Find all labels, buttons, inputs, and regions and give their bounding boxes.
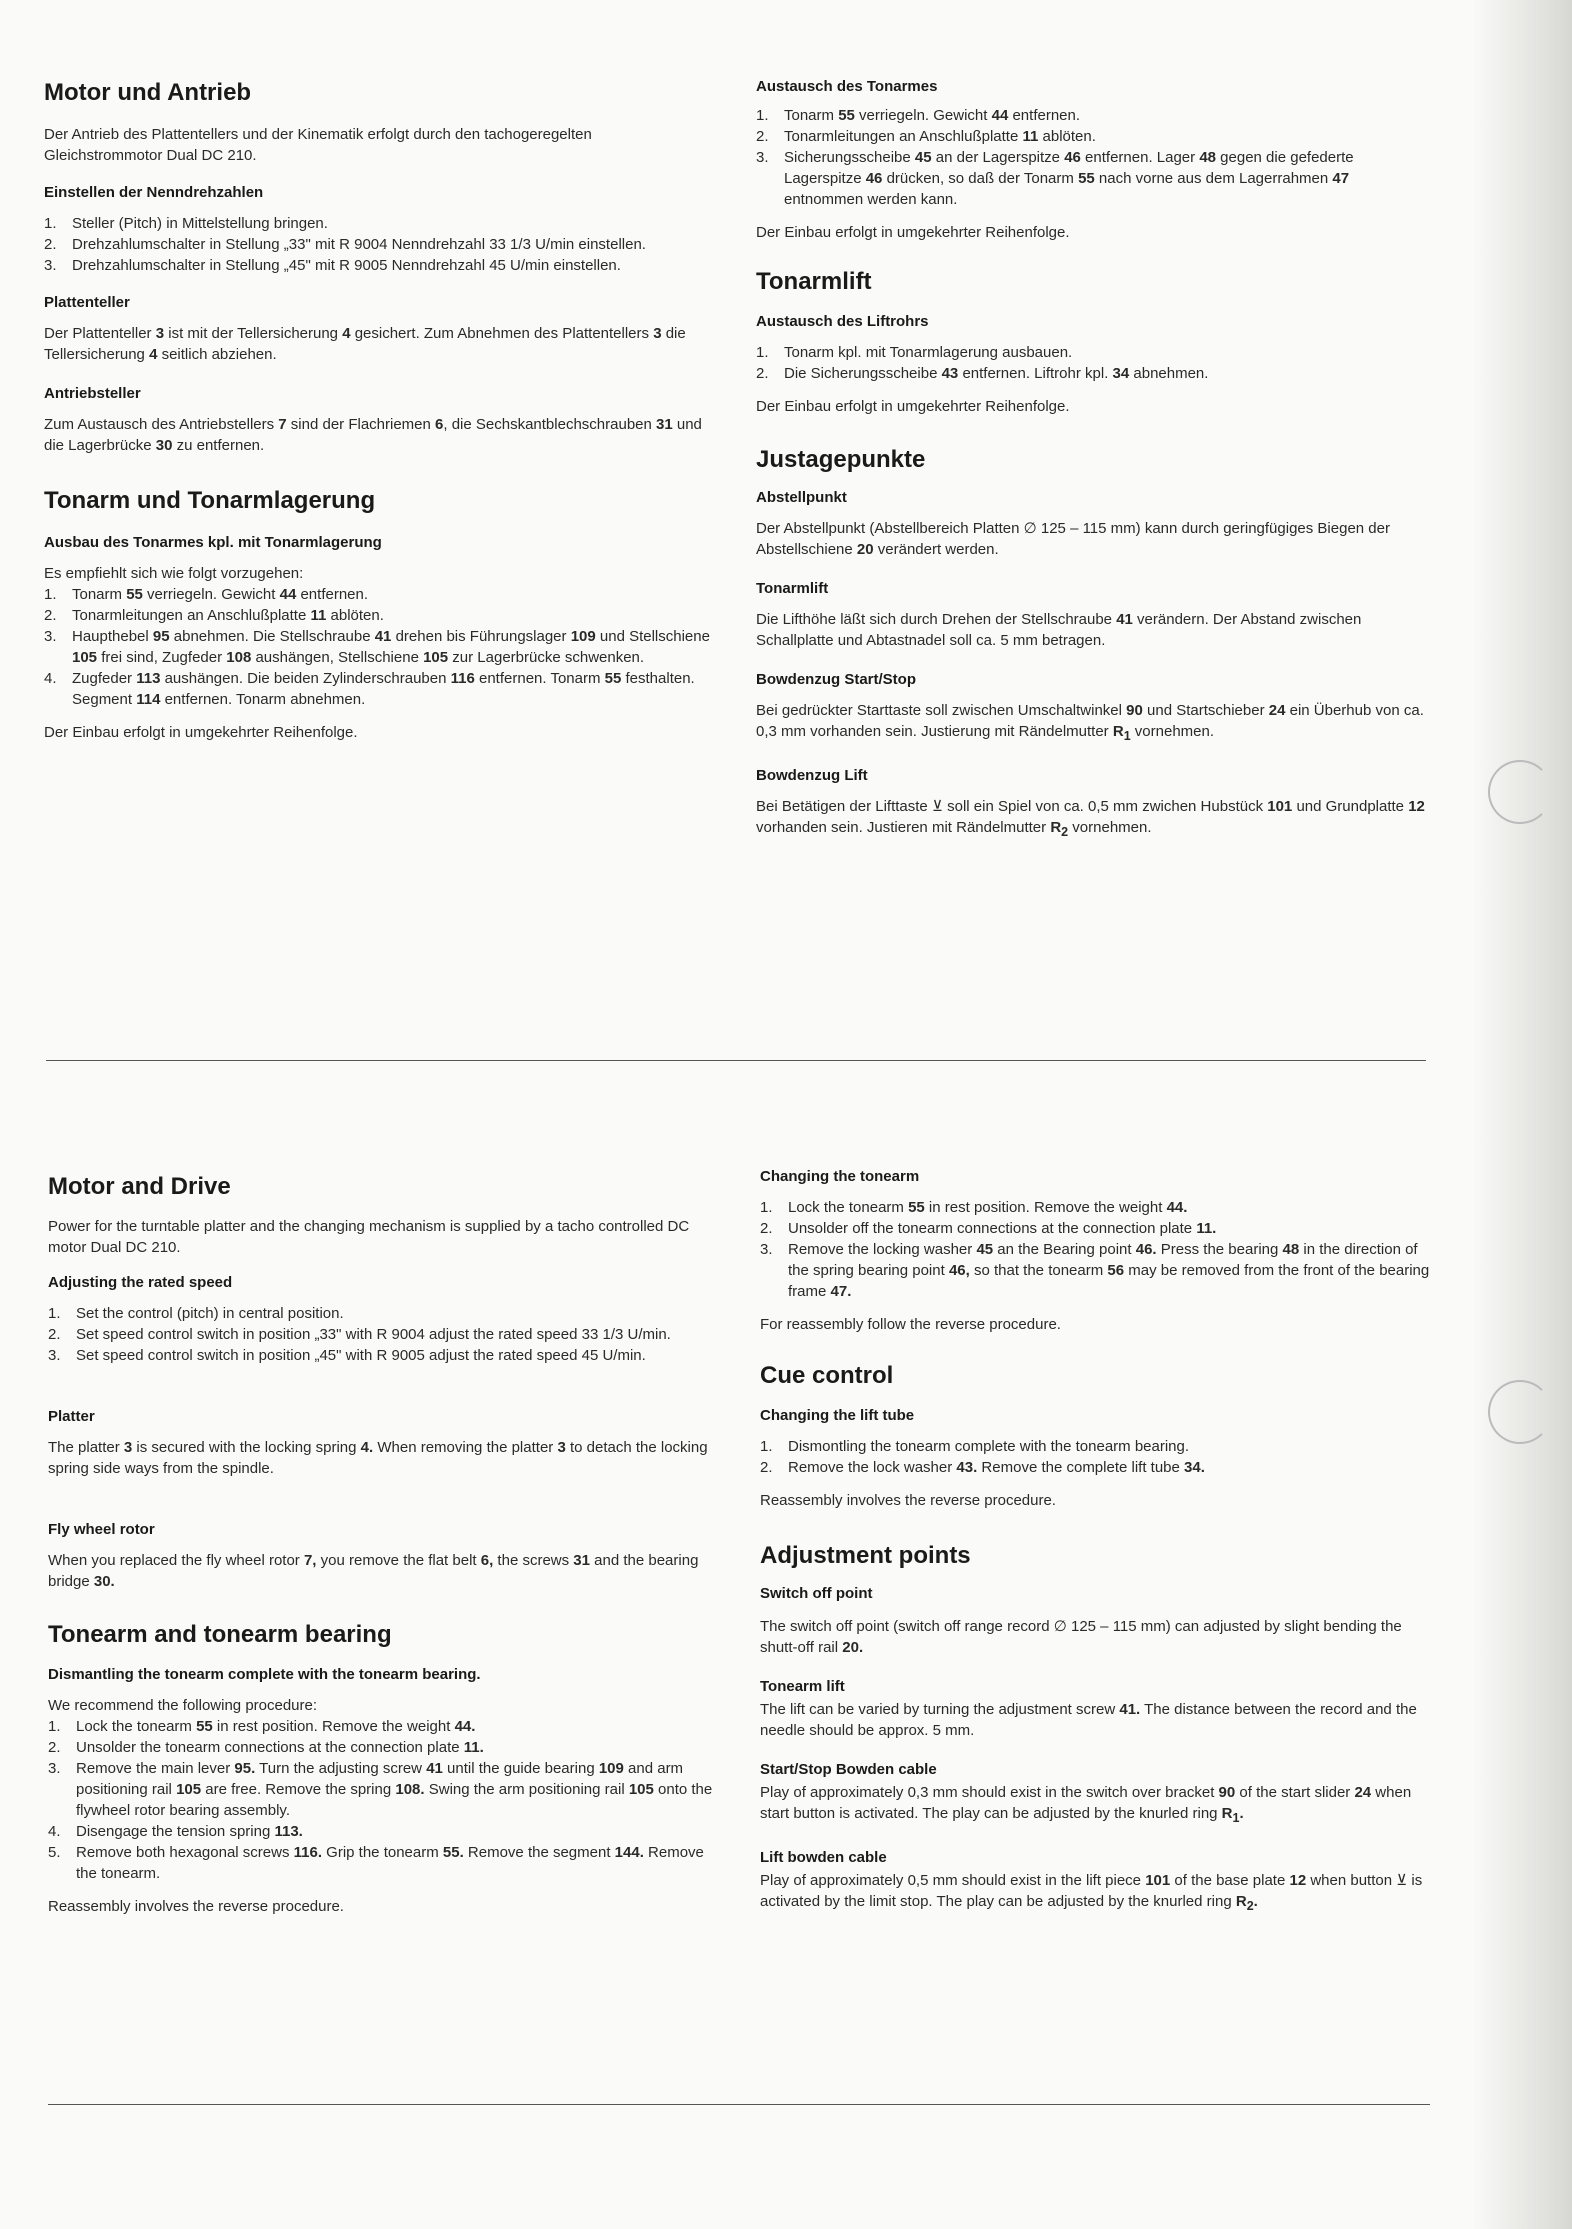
de-drive-heading: Antriebsteller: [44, 385, 141, 402]
list-item-number: 3.: [760, 1241, 773, 1258]
list-item-number: 3.: [48, 1347, 61, 1364]
list-item: [48, 1303, 716, 1324]
list-item-text: Disengage the tension spring 113.: [76, 1823, 303, 1840]
en-motor-intro: Power for the turntable platter and the changing mechanism is supplied by a tacho controlled DC motor Dual DC 210.: [48, 1218, 690, 1256]
list-item: [48, 1737, 716, 1758]
en-speed-list: [48, 1303, 716, 1366]
list-item-number: 2.: [756, 128, 769, 145]
list-item: [48, 1821, 716, 1842]
de-lift-heading: Austausch des Liftrohrs: [756, 313, 929, 330]
de-right-column: [756, 76, 1426, 843]
de-tonearm-intro: Es empfiehlt sich wie folgt vorzugehen:: [44, 565, 304, 582]
list-item: [760, 1457, 1430, 1478]
en-speed-heading: Adjusting the rated speed: [48, 1274, 233, 1291]
en-changing-heading: Changing the tonearm: [760, 1168, 920, 1185]
list-item: [760, 1239, 1430, 1302]
list-item: [756, 342, 1426, 363]
de-liftadj-heading: Tonarmlift: [756, 580, 829, 597]
list-item: [44, 213, 712, 234]
de-motor-intro: Der Antrieb des Plattentellers und der Kinematik erfolgt durch den tachogeregelten Gleichstrommotor Dual DC 210.: [44, 126, 592, 164]
en-cue-outro: Reassembly involves the reverse procedure.: [760, 1492, 1056, 1509]
en-off-text: The switch off point (switch off range record ∅ 125 – 115 mm) can adjusted by slight bending the shutt-off rail 20.: [760, 1618, 1402, 1656]
de-exchange-outro: Der Einbau erfolgt in umgekehrter Reihenfolge.: [756, 224, 1070, 241]
binder-hole-icon: [1488, 1380, 1552, 1444]
en-tonearm-outro: Reassembly involves the reverse procedure.: [48, 1898, 344, 1915]
de-tonearm-outro: Der Einbau erfolgt in umgekehrter Reihenfolge.: [44, 724, 358, 741]
en-changing-list: [760, 1197, 1430, 1302]
list-item: [756, 147, 1426, 210]
list-item-text: Remove the lock washer 43. Remove the complete lift tube 34.: [788, 1459, 1205, 1476]
de-lift-title: Tonarmlift: [756, 268, 872, 295]
en-tonearm-heading: Dismantling the tonearm complete with the tonearm bearing.: [48, 1666, 481, 1683]
list-item: [760, 1197, 1430, 1218]
en-cue-heading: Changing the lift tube: [760, 1407, 915, 1424]
en-liftcable-heading: Lift bowden cable: [760, 1849, 887, 1866]
de-lift-list: [756, 342, 1426, 384]
en-tonearm-list: [48, 1716, 716, 1884]
de-lift-outro: Der Einbau erfolgt in umgekehrter Reihenfolge.: [756, 398, 1070, 415]
list-item-number: 4.: [44, 670, 57, 687]
list-item-number: 1.: [44, 586, 57, 603]
de-liftcable-text: Bei Betätigen der Lifttaste ⊻ soll ein Spiel von ca. 0,5 mm zwichen Hubstück 101 und Grundplatte 12 vorhanden sein. Justieren mit Rändelmutter $R_2$ vornehmen.: [756, 798, 1425, 839]
en-platter-text: The platter 3 is secured with the locking spring 4. When removing the platter 3 to detach the locking spring side ways from the spindle.: [48, 1439, 708, 1477]
list-item-text: Tonarmleitungen an Anschlußplatte 11 ablöten.: [784, 128, 1096, 145]
de-tonearm-heading: Ausbau des Tonarmes kpl. mit Tonarmlagerung: [44, 534, 382, 551]
de-bowden-text: Bei gedrückter Starttaste soll zwischen Umschaltwinkel 90 und Startschieber 24 ein Überhub von ca. 0,3 mm vorhanden sein. Justierung mit Rändelmutter $R_1$ vornehmen.: [756, 702, 1424, 743]
de-bowden-heading: Bowdenzug Start/Stop: [756, 671, 916, 688]
en-adjust-title: Adjustment points: [760, 1542, 971, 1569]
list-item-number: 2.: [48, 1326, 61, 1343]
list-item: [48, 1716, 716, 1737]
en-bowden-text: Play of approximately 0,3 mm should exist in the switch over bracket 90 of the start slider 24 when start button is activated. The play can be adjusted by the knurled ring $R_1$.: [760, 1784, 1412, 1825]
list-item-text: Tonarm 55 verriegeln. Gewicht 44 entfernen.: [784, 107, 1081, 124]
list-item-number: 1.: [48, 1718, 61, 1735]
list-item-text: Dismontling the tonearm complete with the tonearm bearing.: [788, 1438, 1190, 1455]
en-motor-title: Motor and Drive: [48, 1173, 231, 1200]
list-item-text: Sicherungsscheibe 45 an der Lagerspitze 46 entfernen. Lager 48 gegen die gefederte Lagerspitze 46 drücken, so daß der Tonarm 55 nach vorne aus dem Lagerrahmen 47 entnommen werden kann.: [784, 149, 1354, 208]
list-item-number: 2.: [48, 1739, 61, 1756]
list-item-number: 3.: [756, 149, 769, 166]
de-motor-title: Motor und Antrieb: [44, 79, 252, 106]
de-tonearm-title: Tonarm und Tonarmlagerung: [44, 487, 376, 514]
list-item: [44, 605, 712, 626]
de-exchange-list: [756, 105, 1426, 210]
list-item-text: Drehzahlumschalter in Stellung „45" mit R 9005 Nenndrehzahl 45 U/min einstellen.: [72, 257, 621, 274]
list-item-number: 1.: [756, 344, 769, 361]
section-divider-bottom: [48, 2104, 1430, 2105]
list-item-text: Remove both hexagonal screws 116. Grip the tonearm 55. Remove the segment 144. Remove the tonearm.: [76, 1844, 704, 1882]
section-divider-top: [46, 1060, 1426, 1061]
de-off-heading: Abstellpunkt: [756, 489, 847, 506]
list-item-text: Tonarmleitungen an Anschlußplatte 11 ablöten.: [72, 607, 384, 624]
list-item: [44, 668, 712, 710]
list-item-number: 3.: [44, 257, 57, 274]
list-item: [756, 126, 1426, 147]
de-speed-list: [44, 213, 712, 276]
de-speed-heading: Einstellen der Nenndrehzahlen: [44, 184, 264, 201]
list-item-number: 2.: [44, 236, 57, 253]
en-liftadj-heading: Tonearm lift: [760, 1678, 845, 1695]
list-item-number: 3.: [48, 1760, 61, 1777]
list-item: [48, 1324, 716, 1345]
list-item-text: Tonarm 55 verriegeln. Gewicht 44 entfernen.: [72, 586, 369, 603]
list-item-number: 3.: [44, 628, 57, 645]
list-item-number: 2.: [756, 365, 769, 382]
de-liftadj-text: Die Lifthöhe läßt sich durch Drehen der Stellschraube 41 verändern. Der Abstand zwischen Schallplatte und Abtastnadel soll ca. 5 mm betragen.: [756, 611, 1362, 649]
en-tonearm-intro: We recommend the following procedure:: [48, 1697, 318, 1714]
de-exchange-heading: Austausch des Tonarmes: [756, 78, 938, 95]
en-right-column: [760, 1166, 1430, 1917]
list-item-number: 2.: [760, 1220, 773, 1237]
list-item: [44, 584, 712, 605]
list-item: [760, 1218, 1430, 1239]
en-liftcable-text: Play of approximately 0,5 mm should exist in the lift piece 101 of the base plate 12 when button ⊻ is activated by the limit stop. The play can be adjusted by the knurled ring $R_2$.: [760, 1872, 1423, 1913]
list-item-text: Lock the tonearm 55 in rest position. Remove the weight 44.: [788, 1199, 1188, 1216]
list-item-number: 1.: [756, 107, 769, 124]
list-item-number: 1.: [44, 215, 57, 232]
list-item-text: Tonarm kpl. mit Tonarmlagerung ausbauen.: [784, 344, 1073, 361]
list-item: [760, 1436, 1430, 1457]
list-item-text: Remove the locking washer 45 an the Bearing point 46. Press the bearing 48 in the direction of the spring bearing point 46, so that the tonearm 56 may be removed from the front of the bearing frame 47.: [788, 1241, 1430, 1300]
list-item-number: 2.: [760, 1459, 773, 1476]
en-cue-list: [760, 1436, 1430, 1478]
de-adjust-title: Justagepunkte: [756, 446, 926, 473]
list-item-text: Unsolder the tonearm connections at the connection plate 11.: [76, 1739, 484, 1756]
list-item: [756, 105, 1426, 126]
list-item: [44, 234, 712, 255]
en-liftadj-text: The lift can be varied by turning the adjustment screw 41. The distance between the record and the needle should be approx. 5 mm.: [760, 1701, 1417, 1739]
list-item-text: Remove the main lever 95. Turn the adjusting screw 41 until the guide bearing 109 and arm positioning rail 105 are free. Remove the spring 108. Swing the arm positioning rail 105 onto the flywheel rotor bearing assembly.: [76, 1760, 713, 1819]
list-item: [48, 1842, 716, 1884]
en-cue-title: Cue control: [760, 1362, 894, 1389]
list-item-text: Set speed control switch in position „33" with R 9004 adjust the rated speed 33 1/3 U/min.: [76, 1326, 671, 1343]
en-bowden-heading: Start/Stop Bowden cable: [760, 1761, 937, 1778]
list-item-number: 1.: [760, 1199, 773, 1216]
en-off-heading: Switch off point: [760, 1585, 873, 1602]
en-platter-heading: Platter: [48, 1408, 95, 1425]
de-off-text: Der Abstellpunkt (Abstellbereich Platten ∅ 125 – 115 mm) kann durch geringfügiges Biegen der Abstellschiene 20 verändert werden.: [756, 520, 1390, 558]
list-item-number: 4.: [48, 1823, 61, 1840]
en-changing-outro: For reassembly follow the reverse procedure.: [760, 1316, 1061, 1333]
en-left-column: [48, 1172, 716, 1917]
list-item-text: Lock the tonearm 55 in rest position. Remove the weight 44.: [76, 1718, 476, 1735]
list-item-text: Unsolder off the tonearm connections at the connection plate 11.: [788, 1220, 1217, 1237]
list-item: [44, 255, 712, 276]
page-edge-shadow: [1472, 0, 1572, 2229]
list-item-number: 1.: [48, 1305, 61, 1322]
de-platter-heading: Plattenteller: [44, 294, 130, 311]
de-tonearm-list: [44, 584, 712, 710]
de-drive-text: Zum Austausch des Antriebstellers 7 sind der Flachriemen 6, die Sechskantblechschrauben 31 und die Lagerbrücke 30 zu entfernen.: [44, 416, 702, 454]
list-item: [48, 1758, 716, 1821]
list-item-number: 2.: [44, 607, 57, 624]
list-item-number: 5.: [48, 1844, 61, 1861]
list-item: [48, 1345, 716, 1366]
list-item-text: Die Sicherungsscheibe 43 entfernen. Liftrohr kpl. 34 abnehmen.: [784, 365, 1209, 382]
list-item-text: Set the control (pitch) in central position.: [76, 1305, 344, 1322]
list-item-text: Haupthebel 95 abnehmen. Die Stellschraube 41 drehen bis Führungslager 109 und Stellschiene 105 frei sind, Zugfeder 108 aushängen, Stellschiene 105 zur Lagerbrücke schwenken.: [72, 628, 710, 666]
list-item-text: Drehzahlumschalter in Stellung „33" mit R 9004 Nenndrehzahl 33 1/3 U/min einstellen.: [72, 236, 646, 253]
de-liftcable-heading: Bowdenzug Lift: [756, 767, 868, 784]
en-tonearm-title: Tonearm and tonearm bearing: [48, 1621, 392, 1648]
en-rotor-heading: Fly wheel rotor: [48, 1521, 155, 1538]
list-item-text: Set speed control switch in position „45" with R 9005 adjust the rated speed 45 U/min.: [76, 1347, 646, 1364]
de-platter-text: Der Plattenteller 3 ist mit der Tellersicherung 4 gesichert. Zum Abnehmen des Plattentellers 3 die Tellersicherung 4 seitlich abziehen.: [44, 325, 686, 363]
list-item: [44, 626, 712, 668]
list-item: [756, 363, 1426, 384]
binder-hole-icon: [1488, 760, 1552, 824]
list-item-text: Steller (Pitch) in Mittelstellung bringen.: [72, 215, 328, 232]
de-left-column: [44, 78, 712, 743]
list-item-text: Zugfeder 113 aushängen. Die beiden Zylinderschrauben 116 entfernen. Tonarm 55 festhalten. Segment 114 entfernen. Tonarm abnehmen.: [72, 670, 695, 708]
en-rotor-text: When you replaced the fly wheel rotor 7, you remove the flat belt 6, the screws 31 and the bearing bridge 30.: [48, 1552, 699, 1590]
list-item-number: 1.: [760, 1438, 773, 1455]
